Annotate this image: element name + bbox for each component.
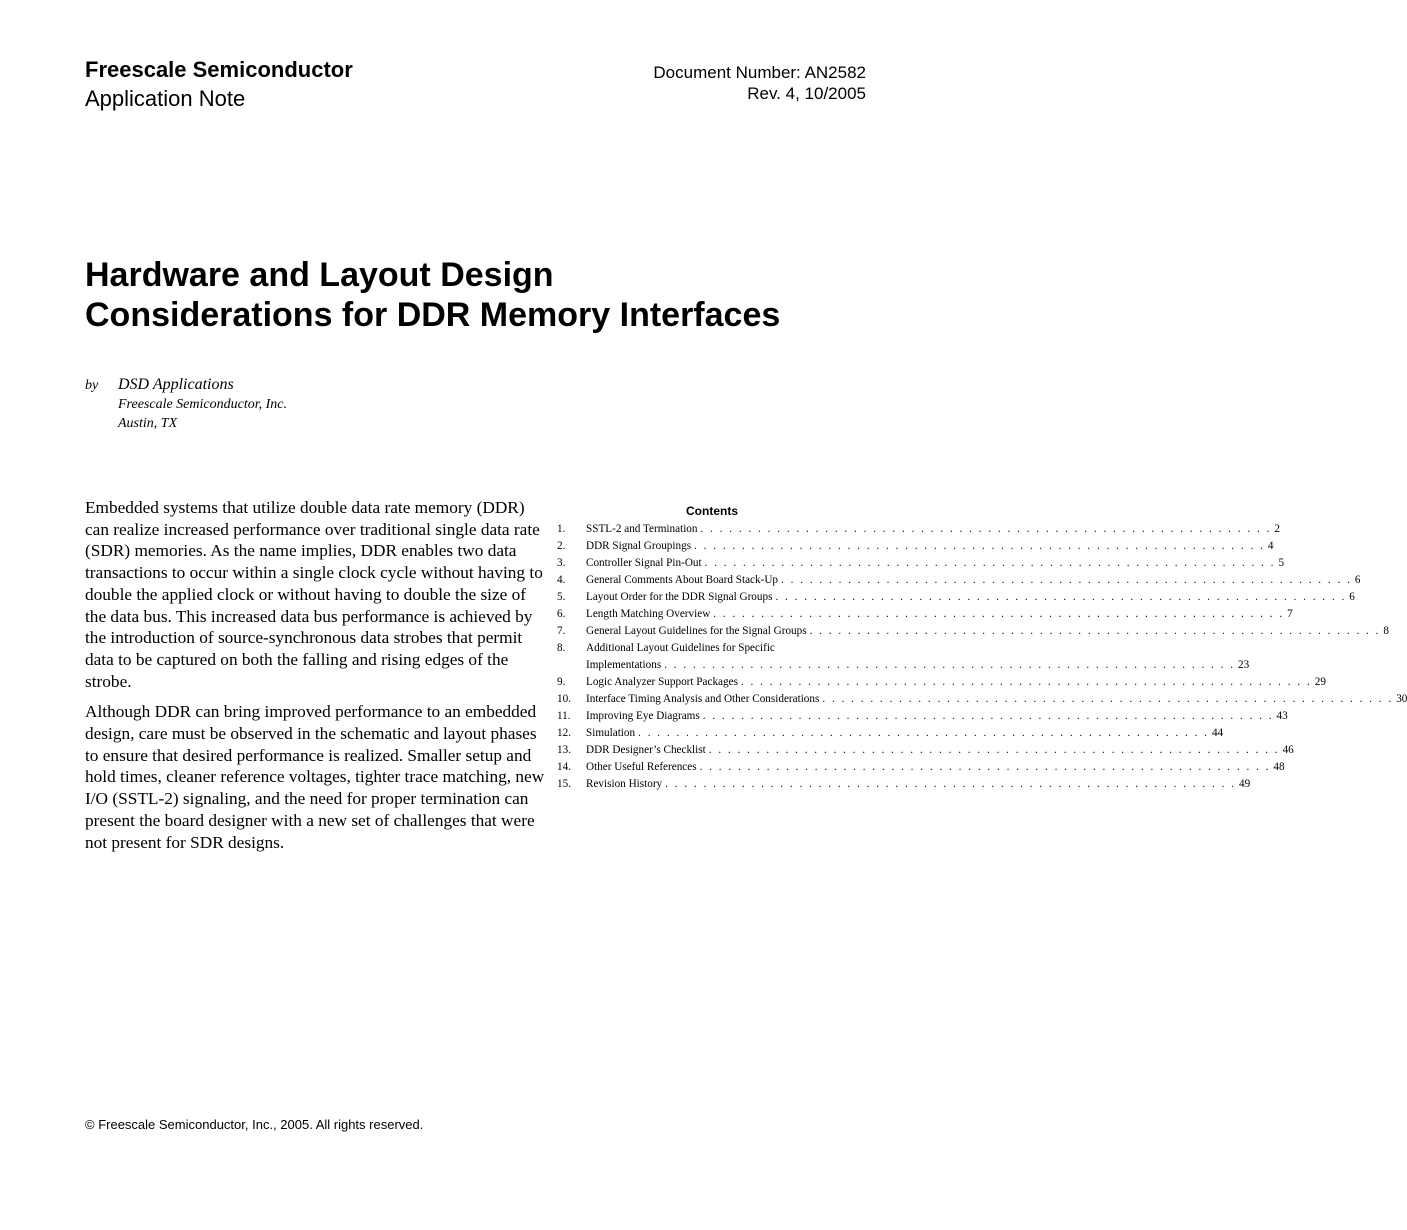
- toc-entry-page: 5: [1278, 557, 1285, 569]
- toc-entry[interactable]: [557, 606, 1293, 623]
- toc-entry-page: 7: [1287, 608, 1293, 620]
- toc-entry[interactable]: [557, 623, 1390, 640]
- toc-entry-number: 3.: [557, 557, 566, 569]
- toc-entry-page: 46: [1282, 744, 1294, 756]
- toc-entry[interactable]: [557, 708, 1288, 725]
- toc-entry[interactable]: [557, 674, 1326, 691]
- document-number: Document Number: AN2582: [653, 63, 866, 82]
- toc-entry-title: General Comments About Board Stack-Up: [586, 574, 779, 586]
- toc-entry[interactable]: [557, 776, 1251, 793]
- toc-leader-dots: . . . . . . . . . . . . . . . . . . . . . . . . . . . . . . . . . . . . . . . . . . . . . . . . . . . . . . . . . . . .: [700, 523, 1272, 535]
- toc-leader-dots: . . . . . . . . . . . . . . . . . . . . . . . . . . . . . . . . . . . . . . . . . . . . . . . . . . . . . . . . . . . .: [704, 557, 1276, 569]
- toc-entry-page: 6: [1349, 591, 1355, 603]
- toc-entry[interactable]: [557, 657, 1250, 674]
- toc-leader-dots: . . . . . . . . . . . . . . . . . . . . . . . . . . . . . . . . . . . . . . . . . . . . . . . . . . . . . . . . . . . .: [822, 693, 1394, 705]
- toc-entry-number: 12.: [557, 727, 571, 739]
- toc-entry-number: 14.: [557, 761, 571, 773]
- toc-entry-title: DDR Designer’s Checklist: [586, 744, 706, 756]
- toc-entry-number: 4.: [557, 574, 566, 586]
- toc-leader-dots: . . . . . . . . . . . . . . . . . . . . . . . . . . . . . . . . . . . . . . . . . . . . . . . . . . . . . . . . . . . .: [740, 676, 1312, 688]
- author-block: [118, 375, 287, 433]
- by-label: by: [85, 378, 99, 393]
- toc-entry-title: Logic Analyzer Support Packages: [586, 676, 738, 688]
- toc-entry-page: 48: [1273, 761, 1285, 773]
- toc-leader-dots: . . . . . . . . . . . . . . . . . . . . . . . . . . . . . . . . . . . . . . . . . . . . . . . . . . . . . . . . . . . .: [699, 761, 1271, 773]
- toc-entry-title: Simulation: [586, 727, 636, 739]
- toc-entry-page: 44: [1211, 727, 1224, 739]
- author-org: Freescale Semiconductor, Inc.: [118, 397, 287, 412]
- intro-paragraph-2: Although DDR can bring improved performance to an embedded design, care must be observed in the schematic and layout phases to ensure that desired performance is realized. Smaller setup and hold times, cleaner reference voltages, tighter trace matching, new I/O (SSTL-2) signaling, and the need for proper termination can present the board designer with a new set of challenges that were not present for SDR designs.: [85, 702, 545, 852]
- toc-entry-number: 13.: [557, 744, 571, 756]
- toc-leader-dots: . . . . . . . . . . . . . . . . . . . . . . . . . . . . . . . . . . . . . . . . . . . . . . . . . . . . . . . . . . . .: [638, 727, 1209, 739]
- toc-entry-title: DDR Signal Groupings: [586, 540, 692, 552]
- author-location: Austin, TX: [118, 416, 178, 431]
- toc-entry-number: 6.: [557, 608, 566, 620]
- document-type: Application Note: [85, 86, 246, 111]
- toc-leader-dots: . . . . . . . . . . . . . . . . . . . . . . . . . . . . . . . . . . . . . . . . . . . . . . . . . . . . . . . . . . . .: [664, 659, 1236, 671]
- toc-entry[interactable]: [557, 742, 1294, 759]
- toc-entry-page: 23: [1238, 659, 1250, 671]
- toc-leader-dots: . . . . . . . . . . . . . . . . . . . . . . . . . . . . . . . . . . . . . . . . . . . . . . . . . . . . . . . . . . . .: [781, 574, 1352, 586]
- toc-leader-dots: . . . . . . . . . . . . . . . . . . . . . . . . . . . . . . . . . . . . . . . . . . . . . . . . . . . . . . . . . . . .: [809, 625, 1381, 637]
- toc-entry-title: Implementations: [586, 659, 662, 671]
- title-line-2: Considerations for DDR Memory Interfaces: [85, 296, 781, 334]
- toc-entry-number: 8.: [557, 642, 566, 654]
- toc-entry-page: 30: [1396, 693, 1407, 705]
- toc-entry[interactable]: [557, 538, 1274, 555]
- table-of-contents: [557, 503, 1407, 793]
- toc-entry[interactable]: [557, 725, 1224, 742]
- page-title: [85, 255, 905, 335]
- toc-entry-page: 4: [1267, 540, 1274, 552]
- toc-leader-dots: . . . . . . . . . . . . . . . . . . . . . . . . . . . . . . . . . . . . . . . . . . . . . . . . . . . . . . . . . . . .: [708, 744, 1280, 756]
- intro-paragraph-1: Embedded systems that utilize double data rate memory (DDR) can realize increased performance over traditional single data rate (SDR) memories. As the name implies, DDR enables two data transactions to occur within a single clock cycle without having to double the applied clock or without having to double the size of the data bus. This increased data bus performance is achieved by the introduction of source-synchronous data strobes that permit data to be captured on both the falling and rising edges of the strobe.: [85, 498, 543, 691]
- intro-text: [85, 497, 545, 862]
- toc-entry[interactable]: [557, 759, 1285, 776]
- toc-entry-title: Layout Order for the DDR Signal Groups: [586, 591, 773, 603]
- toc-entry-number: 9.: [557, 676, 566, 688]
- toc-leader-dots: . . . . . . . . . . . . . . . . . . . . . . . . . . . . . . . . . . . . . . . . . . . . . . . . . . . . . . . . . . . .: [775, 591, 1347, 603]
- author-name: DSD Applications: [118, 376, 234, 393]
- toc-entry-number: 2.: [557, 540, 566, 552]
- copyright: © Freescale Semiconductor, Inc., 2005. All rights reserved.: [85, 1117, 424, 1132]
- toc-leader-dots: . . . . . . . . . . . . . . . . . . . . . . . . . . . . . . . . . . . . . . . . . . . . . . . . . . . . . . . . . . . .: [694, 540, 1265, 552]
- toc-entry-title: Interface Timing Analysis and Other Considerations: [586, 693, 820, 705]
- toc-entry[interactable]: [557, 572, 1361, 589]
- toc-entry-number: 5.: [557, 591, 566, 603]
- toc-entry[interactable]: [557, 521, 1280, 538]
- toc-entry-title: Length Matching Overview: [586, 608, 711, 620]
- toc-entry-title: SSTL-2 and Termination: [586, 523, 698, 535]
- revision: Rev. 4, 10/2005: [747, 84, 866, 103]
- toc-entry[interactable]: [557, 691, 1407, 708]
- toc-leader-dots: . . . . . . . . . . . . . . . . . . . . . . . . . . . . . . . . . . . . . . . . . . . . . . . . . . . . . . . . . . . .: [665, 778, 1236, 790]
- toc-entry-title: General Layout Guidelines for the Signal Groups: [586, 625, 807, 637]
- toc-title: Contents: [686, 504, 738, 518]
- toc-entry-title: Improving Eye Diagrams: [586, 710, 700, 722]
- toc-entry-title: Controller Signal Pin-Out: [586, 557, 702, 569]
- company-name: Freescale Semiconductor: [85, 57, 353, 82]
- toc-entry-title: Other Useful References: [586, 761, 697, 773]
- toc-entry[interactable]: [557, 640, 867, 657]
- toc-entry-page: 2: [1274, 523, 1280, 535]
- toc-entry-page: 49: [1238, 778, 1251, 790]
- toc-entry-number: 11.: [557, 710, 571, 722]
- document-number-block: [653, 62, 866, 104]
- toc-entry-number: 10.: [557, 693, 571, 705]
- toc-entry[interactable]: [557, 555, 1285, 572]
- toc-entry-number: 7.: [557, 625, 566, 637]
- toc-entry[interactable]: [557, 589, 1355, 606]
- toc-entry-number: 1.: [557, 523, 566, 535]
- toc-entry-page: 6: [1354, 574, 1361, 586]
- toc-entry-page: 29: [1314, 676, 1326, 688]
- toc-entry-page: 43: [1276, 710, 1288, 722]
- toc-list: [557, 521, 1407, 793]
- toc-entry-number: 15.: [557, 778, 571, 790]
- title-line-1: Hardware and Layout Design: [85, 256, 554, 294]
- toc-entry-title: Additional Layout Guidelines for Specific: [586, 642, 775, 654]
- toc-leader-dots: . . . . . . . . . . . . . . . . . . . . . . . . . . . . . . . . . . . . . . . . . . . . . . . . . . . . . . . . . . . .: [713, 608, 1285, 620]
- toc-leader-dots: . . . . . . . . . . . . . . . . . . . . . . . . . . . . . . . . . . . . . . . . . . . . . . . . . . . . . . . . . . . .: [702, 710, 1274, 722]
- toc-entry-page: 8: [1383, 625, 1390, 637]
- toc-entry-title: Revision History: [586, 778, 663, 790]
